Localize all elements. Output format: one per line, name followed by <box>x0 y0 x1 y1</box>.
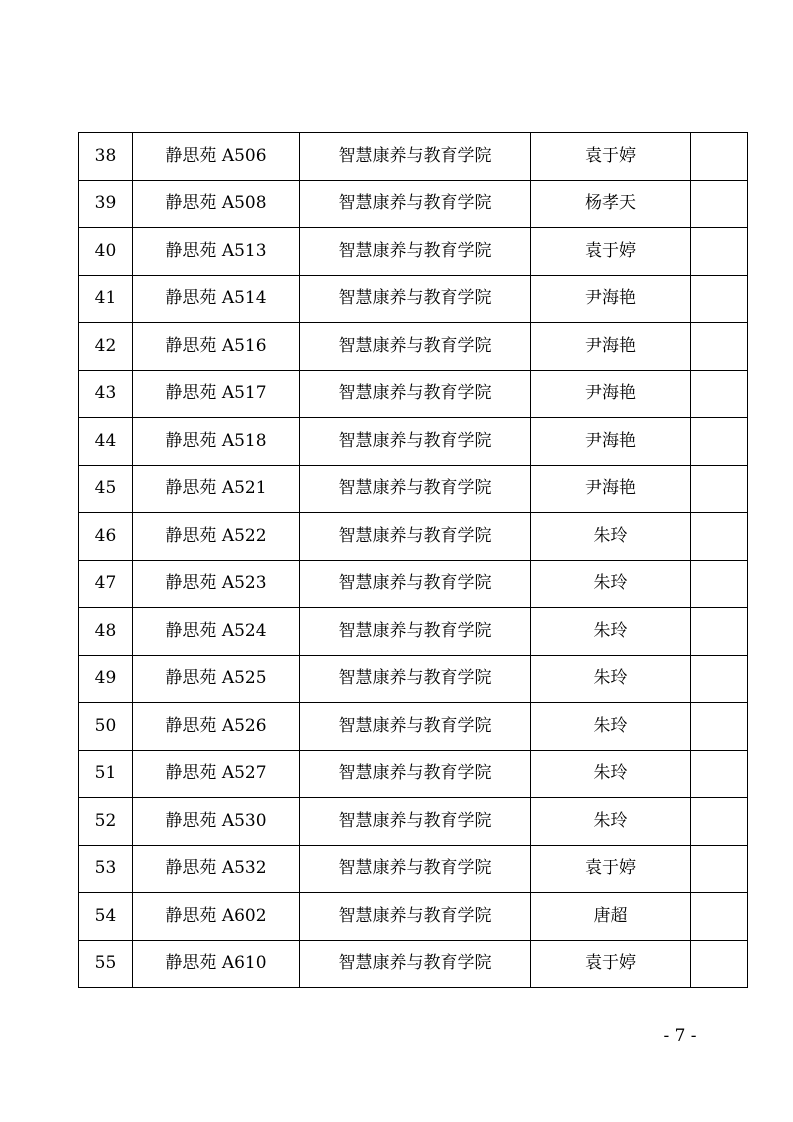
table-row <box>79 275 748 323</box>
note-cell <box>691 798 748 846</box>
college-cell: 智慧康养与教育学院 <box>300 323 531 371</box>
table-row <box>79 418 748 466</box>
person-cell: 朱玲 <box>531 513 691 561</box>
row-number-cell: 43 <box>79 370 133 418</box>
note-cell <box>691 893 748 941</box>
person-cell: 杨孝天 <box>531 180 691 228</box>
row-number-cell: 54 <box>79 893 133 941</box>
person-cell: 朱玲 <box>531 608 691 656</box>
college-cell: 智慧康养与教育学院 <box>300 655 531 703</box>
person-cell: 朱玲 <box>531 560 691 608</box>
note-cell <box>691 275 748 323</box>
table-row <box>79 750 748 798</box>
row-number-cell: 41 <box>79 275 133 323</box>
room-cell: 静思苑 A518 <box>133 418 300 466</box>
college-cell: 智慧康养与教育学院 <box>300 228 531 276</box>
row-number-cell: 50 <box>79 703 133 751</box>
row-number-cell: 51 <box>79 750 133 798</box>
room-cell: 静思苑 A514 <box>133 275 300 323</box>
college-cell: 智慧康养与教育学院 <box>300 750 531 798</box>
room-cell: 静思苑 A506 <box>133 133 300 181</box>
note-cell <box>691 370 748 418</box>
note-cell <box>691 180 748 228</box>
table-body <box>79 133 748 988</box>
room-cell: 静思苑 A602 <box>133 893 300 941</box>
note-cell <box>691 560 748 608</box>
table-row <box>79 703 748 751</box>
college-cell: 智慧康养与教育学院 <box>300 845 531 893</box>
person-cell: 尹海艳 <box>531 418 691 466</box>
room-cell: 静思苑 A521 <box>133 465 300 513</box>
note-cell <box>691 750 748 798</box>
table-row <box>79 133 748 181</box>
note-cell <box>691 513 748 561</box>
row-number-cell: 40 <box>79 228 133 276</box>
college-cell: 智慧康养与教育学院 <box>300 513 531 561</box>
person-cell: 袁于婷 <box>531 133 691 181</box>
note-cell <box>691 228 748 276</box>
room-cell: 静思苑 A516 <box>133 323 300 371</box>
table-row <box>79 180 748 228</box>
college-cell: 智慧康养与教育学院 <box>300 275 531 323</box>
table-row <box>79 655 748 703</box>
note-cell <box>691 608 748 656</box>
room-cell: 静思苑 A508 <box>133 180 300 228</box>
person-cell: 朱玲 <box>531 798 691 846</box>
room-cell: 静思苑 A517 <box>133 370 300 418</box>
note-cell <box>691 845 748 893</box>
table-row <box>79 465 748 513</box>
person-cell: 袁于婷 <box>531 228 691 276</box>
room-cell: 静思苑 A610 <box>133 940 300 988</box>
table-row <box>79 370 748 418</box>
person-cell: 袁于婷 <box>531 940 691 988</box>
row-number-cell: 47 <box>79 560 133 608</box>
row-number-cell: 45 <box>79 465 133 513</box>
college-cell: 智慧康养与教育学院 <box>300 798 531 846</box>
person-cell: 尹海艳 <box>531 275 691 323</box>
row-number-cell: 39 <box>79 180 133 228</box>
row-number-cell: 46 <box>79 513 133 561</box>
note-cell <box>691 465 748 513</box>
row-number-cell: 53 <box>79 845 133 893</box>
college-cell: 智慧康养与教育学院 <box>300 703 531 751</box>
person-cell: 袁于婷 <box>531 845 691 893</box>
room-cell: 静思苑 A523 <box>133 560 300 608</box>
college-cell: 智慧康养与教育学院 <box>300 418 531 466</box>
page-number: - 7 - <box>663 1026 697 1046</box>
person-cell: 朱玲 <box>531 703 691 751</box>
college-cell: 智慧康养与教育学院 <box>300 560 531 608</box>
person-cell: 尹海艳 <box>531 465 691 513</box>
note-cell <box>691 940 748 988</box>
row-number-cell: 42 <box>79 323 133 371</box>
person-cell: 唐超 <box>531 893 691 941</box>
table-row <box>79 323 748 371</box>
college-cell: 智慧康养与教育学院 <box>300 465 531 513</box>
row-number-cell: 48 <box>79 608 133 656</box>
college-cell: 智慧康养与教育学院 <box>300 893 531 941</box>
college-cell: 智慧康养与教育学院 <box>300 608 531 656</box>
person-cell: 尹海艳 <box>531 370 691 418</box>
college-cell: 智慧康养与教育学院 <box>300 370 531 418</box>
room-cell: 静思苑 A513 <box>133 228 300 276</box>
row-number-cell: 52 <box>79 798 133 846</box>
table-row <box>79 845 748 893</box>
room-cell: 静思苑 A526 <box>133 703 300 751</box>
room-cell: 静思苑 A527 <box>133 750 300 798</box>
person-cell: 朱玲 <box>531 655 691 703</box>
table-row <box>79 228 748 276</box>
table-row <box>79 608 748 656</box>
row-number-cell: 55 <box>79 940 133 988</box>
note-cell <box>691 133 748 181</box>
room-cell: 静思苑 A522 <box>133 513 300 561</box>
person-cell: 尹海艳 <box>531 323 691 371</box>
table-row <box>79 513 748 561</box>
room-cell: 静思苑 A530 <box>133 798 300 846</box>
table-row <box>79 940 748 988</box>
college-cell: 智慧康养与教育学院 <box>300 133 531 181</box>
room-cell: 静思苑 A525 <box>133 655 300 703</box>
table-row <box>79 798 748 846</box>
dormitory-table <box>78 132 748 988</box>
college-cell: 智慧康养与教育学院 <box>300 180 531 228</box>
room-cell: 静思苑 A532 <box>133 845 300 893</box>
table-row <box>79 893 748 941</box>
note-cell <box>691 323 748 371</box>
row-number-cell: 38 <box>79 133 133 181</box>
college-cell: 智慧康养与教育学院 <box>300 940 531 988</box>
table-row <box>79 560 748 608</box>
person-cell: 朱玲 <box>531 750 691 798</box>
note-cell <box>691 703 748 751</box>
row-number-cell: 44 <box>79 418 133 466</box>
note-cell <box>691 418 748 466</box>
note-cell <box>691 655 748 703</box>
room-cell: 静思苑 A524 <box>133 608 300 656</box>
row-number-cell: 49 <box>79 655 133 703</box>
